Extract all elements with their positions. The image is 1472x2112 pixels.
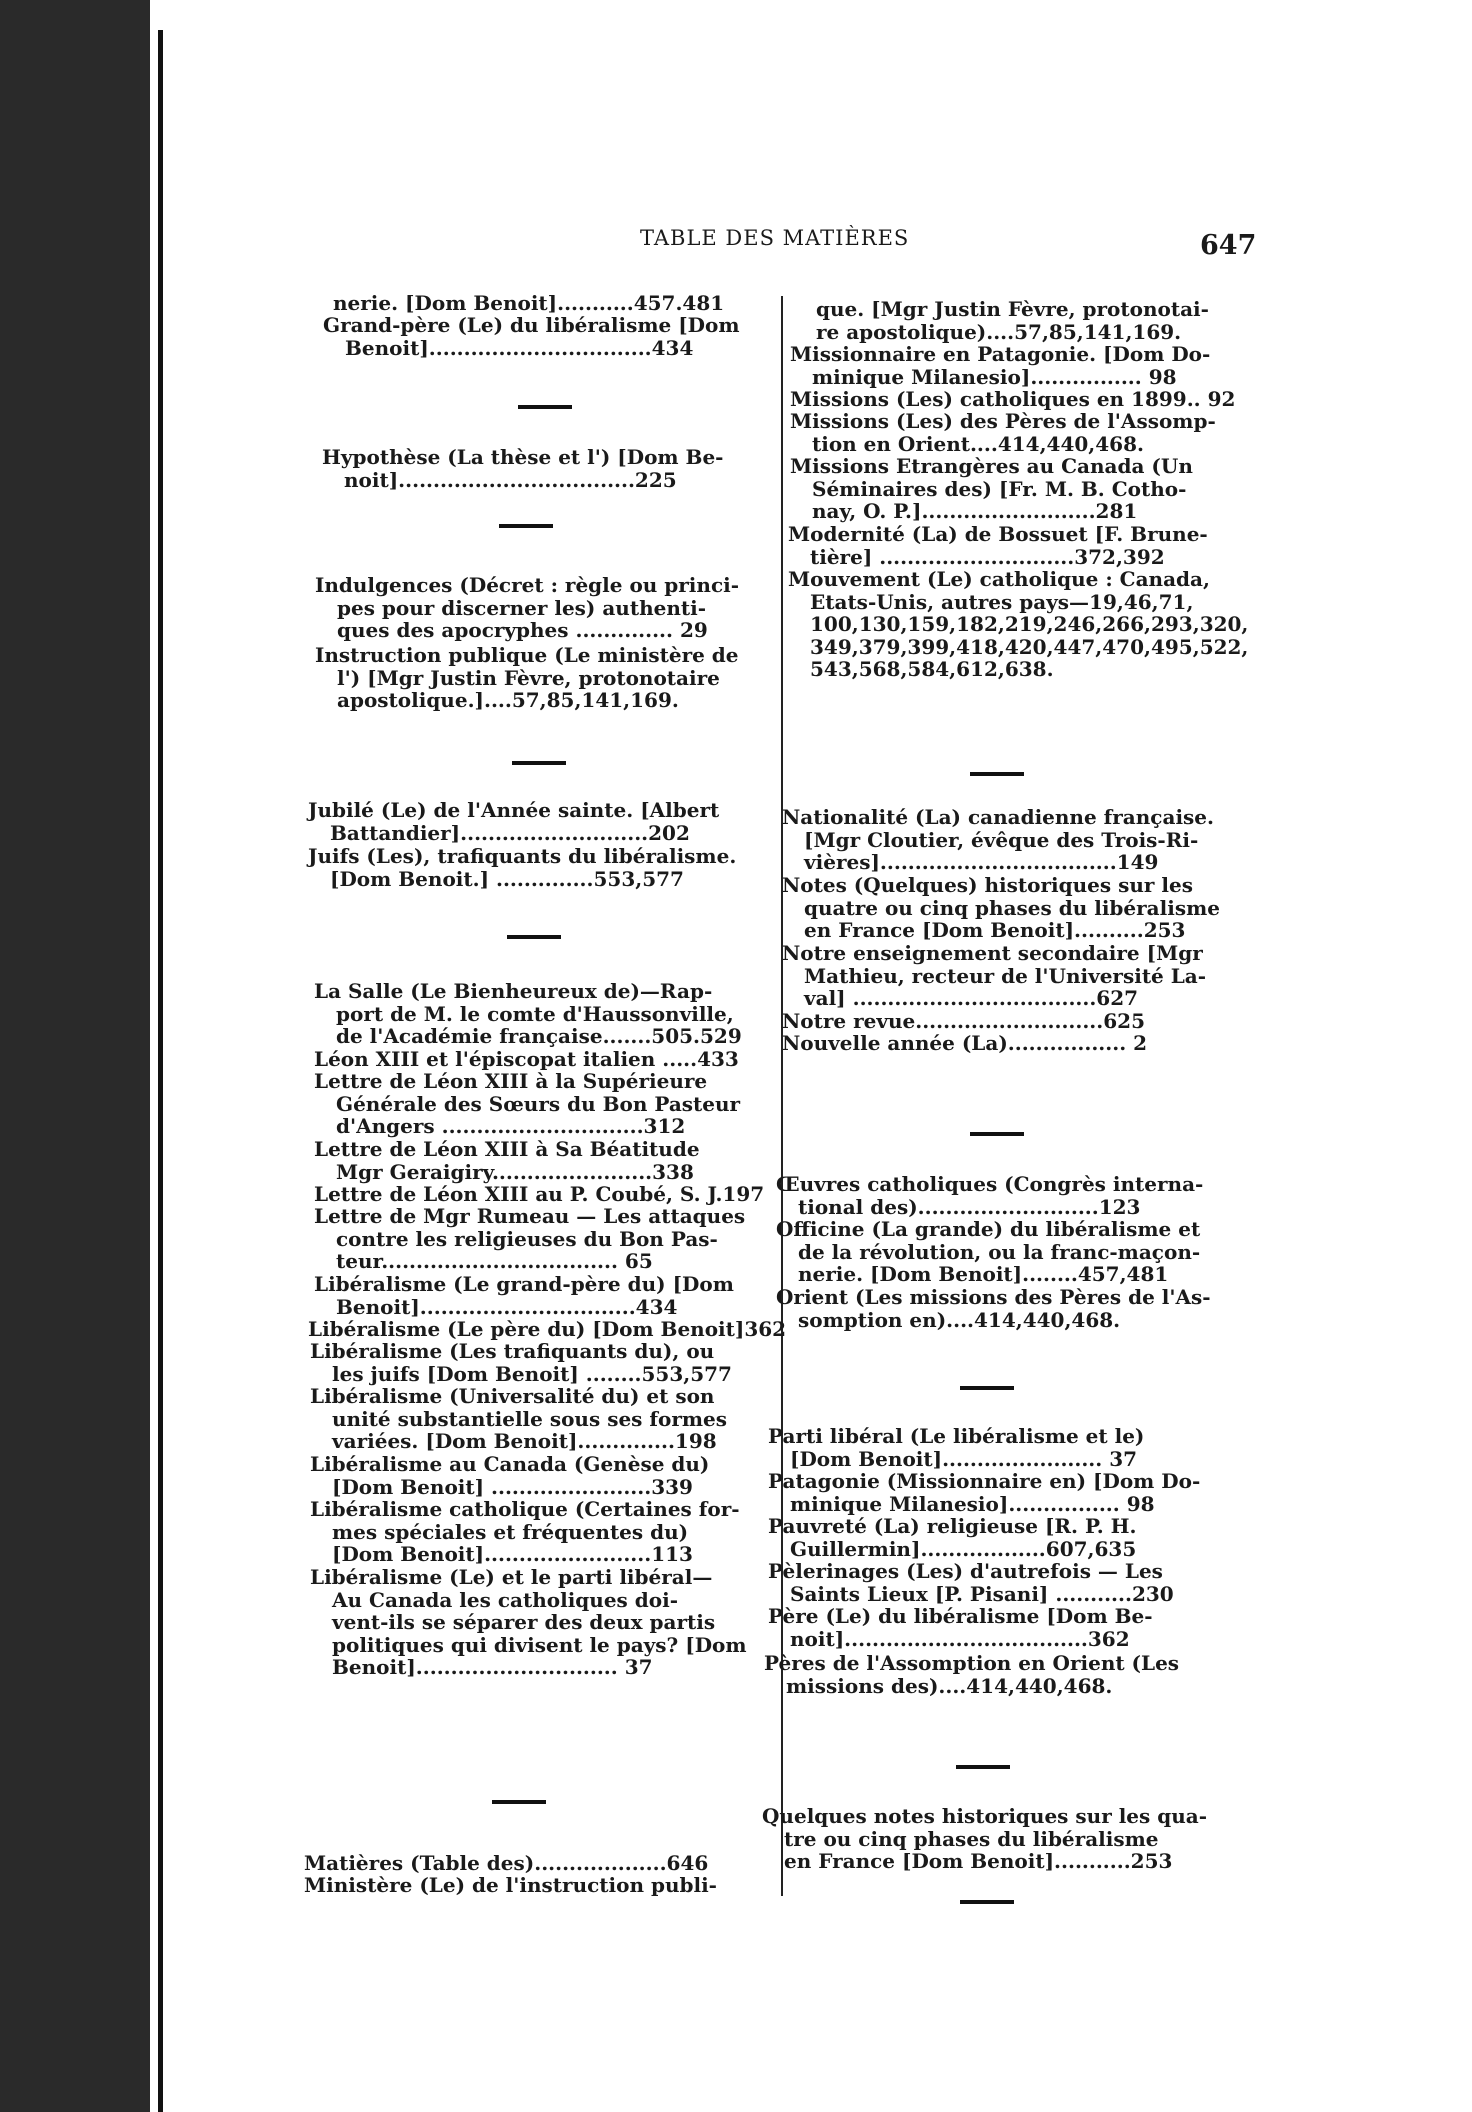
entry-line: noit]..................................225 <box>344 467 677 492</box>
index-entry <box>308 845 736 890</box>
entry-line: les juifs [Dom Benoit] ........553,577 <box>332 1361 732 1386</box>
index-entry <box>782 942 1206 1010</box>
entry-line: politiques qui divisent le pays? [Dom <box>332 1632 747 1657</box>
entry-line: nay, O. P.].........................281 <box>812 499 1138 523</box>
entry-line: Guillermin]..................607,635 <box>790 1536 1137 1561</box>
entry-line: [Dom Benoit] .......................339 <box>332 1474 693 1499</box>
section-separator <box>970 772 1024 776</box>
entry-line: port de M. le comte d'Haussonville, <box>336 1001 734 1026</box>
entry-line: Générale des Sœurs du Bon Pasteur <box>336 1091 741 1116</box>
entry-line: nerie. [Dom Benoit]...........457.481 <box>333 291 725 315</box>
entry-line: l') [Mgr Justin Fèvre, protonotaire <box>337 665 720 690</box>
entry-line: Libéralisme au Canada (Genèse du) <box>310 1452 710 1476</box>
entry-line: [Dom Benoit]........................113 <box>332 1542 693 1566</box>
index-entry <box>314 1183 764 1206</box>
entry-line: Battandier]...........................202 <box>330 820 690 845</box>
index-entry <box>310 1340 732 1385</box>
index-entry <box>762 1805 1207 1873</box>
entry-line: 100,130,159,182,219,246,266,293,320, <box>810 612 1249 636</box>
index-entry <box>310 1498 740 1566</box>
section-separator <box>499 524 553 528</box>
entry-line: Libéralisme (Le grand-père du) [Dom <box>314 1272 734 1296</box>
running-header-title: TABLE DES MATIÈRES <box>640 226 910 250</box>
entry-line: Lettre de Léon XIII à la Supérieure <box>314 1069 708 1093</box>
index-entry <box>764 1652 1179 1697</box>
entry-line: Libéralisme catholique (Certaines for- <box>310 1497 740 1521</box>
entry-line: Œuvres catholiques (Congrès interna- <box>776 1172 1204 1196</box>
entry-line: Missions (Les) catholiques en 1899.. 92 <box>790 387 1236 411</box>
entry-line: Nouvelle année (La)................. 2 <box>782 1031 1148 1055</box>
index-entry <box>788 523 1208 568</box>
index-entry <box>314 1138 700 1183</box>
entry-line: Instruction publique (Le ministère de <box>315 643 739 667</box>
entry-line: noit]...................................362 <box>790 1626 1130 1651</box>
section-separator <box>507 935 561 939</box>
index-entry <box>782 1032 1147 1055</box>
entry-line: Notre revue...........................625 <box>782 1009 1145 1033</box>
entry-line: [Dom Benoit]....................... 37 <box>790 1446 1138 1471</box>
index-entry <box>304 1852 708 1875</box>
entry-line: tional des)..........................123 <box>798 1194 1141 1219</box>
entry-line: Missions (Les) des Pères de l'Assomp- <box>790 409 1216 433</box>
entry-line: Matières (Table des)...................646 <box>304 1851 709 1875</box>
entry-line: contre les religieuses du Bon Pas- <box>336 1226 718 1251</box>
entry-line: Lettre de Léon XIII au P. Coubé, S. J.197 <box>314 1182 765 1206</box>
index-entry <box>790 455 1193 523</box>
entry-line: Père (Le) du libéralisme [Dom Be- <box>768 1604 1153 1628</box>
entry-line: Mathieu, recteur de l'Université La- <box>804 963 1207 988</box>
index-entry <box>790 343 1210 388</box>
entry-line: Nationalité (La) canadienne française. <box>782 805 1214 829</box>
entry-line: Pères de l'Assomption en Orient (Les <box>764 1651 1180 1675</box>
entry-line: minique Milanesio]................ 98 <box>790 1491 1155 1516</box>
index-entry <box>788 568 1248 681</box>
entry-line: Saints Lieux [P. Pisani] ...........230 <box>790 1581 1174 1606</box>
entry-line: Parti libéral (Le libéralisme et le) <box>768 1424 1145 1448</box>
entry-line: en France [Dom Benoit]...........253 <box>784 1849 1173 1873</box>
index-entry <box>315 644 739 712</box>
entry-line: mes spéciales et fréquentes du) <box>332 1519 689 1544</box>
section-separator <box>512 761 566 765</box>
entry-line: Au Canada les catholiques doi- <box>332 1587 678 1612</box>
entry-line: Grand-père (Le) du libéralisme [Dom <box>323 313 740 337</box>
index-entry <box>310 1453 709 1498</box>
section-separator <box>956 1765 1010 1769</box>
index-entry <box>310 1385 727 1453</box>
index-entry <box>314 1070 740 1138</box>
index-entry <box>323 314 740 359</box>
book-gutter-shadow <box>0 0 150 2112</box>
index-entry <box>768 1605 1153 1650</box>
entry-line: d'Angers .............................312 <box>336 1114 686 1138</box>
entry-line: minique Milanesio]................ 98 <box>812 364 1177 389</box>
index-entry <box>768 1470 1200 1515</box>
section-separator <box>960 1900 1014 1904</box>
entry-line: Pèlerinages (Les) d'autrefois — Les <box>768 1559 1163 1583</box>
entry-line: Libéralisme (Les trafiquants du), ou <box>310 1339 715 1363</box>
entry-line: Hypothèse (La thèse et l') [Dom Be- <box>322 445 724 469</box>
entry-line: vières]..................................149 <box>804 850 1159 874</box>
entry-line: Notes (Quelques) historiques sur les <box>782 873 1193 897</box>
entry-line: Libéralisme (Le) et le parti libéral— <box>310 1565 713 1589</box>
entry-line: La Salle (Le Bienheureux de)—Rap- <box>314 979 713 1003</box>
index-entry <box>308 799 719 844</box>
entry-line: vent-ils se séparer des deux partis <box>332 1610 716 1634</box>
entry-line: variées. [Dom Benoit]..............198 <box>332 1429 717 1453</box>
entry-line: Benoit]................................434 <box>345 335 694 360</box>
entry-line: Officine (La grande) du libéralisme et <box>776 1217 1201 1241</box>
entry-line: tion en Orient....414,440,468. <box>812 431 1144 456</box>
entry-line: Benoit]............................. 37 <box>332 1655 653 1679</box>
section-separator <box>970 1132 1024 1136</box>
entry-line: unité substantielle sous ses formes <box>332 1406 728 1431</box>
entry-line: Indulgences (Décret : règle ou princi- <box>315 573 740 597</box>
entry-line: Lettre de Mgr Rumeau — Les attaques <box>314 1204 746 1228</box>
index-entry <box>311 292 724 315</box>
entry-line: ques des apocryphes .............. 29 <box>337 618 708 642</box>
entry-line: Juifs (Les), trafiquants du libéralisme. <box>308 844 737 868</box>
entry-line: Benoit]...............................434 <box>336 1294 678 1319</box>
entry-line: re apostolique)....57,85,141,169. <box>816 319 1182 344</box>
entry-line: 543,568,584,612,638. <box>810 657 1054 681</box>
entry-line: 349,379,399,418,420,447,470,495,522, <box>810 634 1249 659</box>
entry-line: Mgr Geraigiry.......................338 <box>336 1159 694 1184</box>
entry-line: [Mgr Cloutier, évêque des Trois-Ri- <box>804 827 1199 852</box>
entry-line: de l'Académie française.......505.529 <box>336 1024 742 1048</box>
section-separator <box>960 1386 1014 1390</box>
index-entry <box>768 1515 1137 1560</box>
entry-line: nerie. [Dom Benoit]........457,481 <box>798 1262 1169 1286</box>
entry-line: en France [Dom Benoit]..........253 <box>804 918 1186 942</box>
page-number: 647 <box>1200 230 1257 261</box>
index-entry <box>776 1286 1211 1331</box>
index-entry <box>768 1560 1174 1605</box>
entry-line: Quelques notes historiques sur les qua- <box>762 1804 1208 1828</box>
index-entry <box>794 298 1209 343</box>
entry-line: apostolique.]....57,85,141,169. <box>337 688 679 712</box>
entry-line: teur.................................. 65 <box>336 1249 653 1273</box>
entry-line: Patagonie (Missionnaire en) [Dom Do- <box>768 1469 1201 1493</box>
entry-line: tière] ............................372,392 <box>810 544 1165 569</box>
entry-line: Séminaires des) [Fr. M. B. Cotho- <box>812 476 1187 501</box>
entry-line: Orient (Les missions des Pères de l'As- <box>776 1285 1211 1309</box>
entry-line: somption en)....414,440,468. <box>798 1307 1121 1332</box>
entry-line: tre ou cinq phases du libéralisme <box>784 1826 1159 1851</box>
entry-line: de la révolution, ou la franc-maçon- <box>798 1239 1201 1264</box>
entry-line: [Dom Benoit.] ..............553,577 <box>330 866 684 891</box>
index-entry <box>314 980 742 1048</box>
index-entry <box>315 574 739 642</box>
index-entry <box>776 1218 1200 1286</box>
index-entry <box>790 388 1235 411</box>
entry-line: Lettre de Léon XIII à Sa Béatitude <box>314 1137 700 1161</box>
index-entry <box>782 806 1214 874</box>
entry-line: Ministère (Le) de l'instruction publi- <box>304 1873 717 1897</box>
index-entry <box>768 1425 1144 1470</box>
index-entry <box>314 1273 734 1318</box>
index-entry <box>782 1010 1145 1033</box>
entry-line: Notre enseignement secondaire [Mgr <box>782 941 1203 965</box>
index-entry <box>314 1205 745 1273</box>
index-entry <box>314 1048 739 1071</box>
index-entry <box>322 446 723 491</box>
entry-line: Missionnaire en Patagonie. [Dom Do- <box>790 342 1211 366</box>
index-entry <box>310 1566 747 1679</box>
index-entry <box>790 410 1216 455</box>
section-separator <box>518 405 572 409</box>
entry-line: Jubilé (Le) de l'Année sainte. [Albert <box>308 798 720 822</box>
index-entry <box>304 1874 717 1897</box>
index-entry <box>782 874 1220 942</box>
entry-line: Léon XIII et l'épiscopat italien .....433 <box>314 1047 739 1071</box>
entry-line: val] ...................................627 <box>804 986 1139 1010</box>
entry-line: Modernité (La) de Bossuet [F. Brune- <box>788 522 1208 546</box>
entry-line: Libéralisme (Universalité du) et son <box>310 1384 715 1408</box>
entry-line: Etats-Unis, autres pays—19,46,71, <box>810 589 1194 614</box>
entry-line: missions des)....414,440,468. <box>786 1673 1113 1698</box>
entry-line: Libéralisme (Le père du) [Dom Benoit]362 <box>308 1317 787 1341</box>
index-entry <box>308 1318 786 1341</box>
page-edge-line <box>158 30 163 2112</box>
entry-line: Pauvreté (La) religieuse [R. P. H. <box>768 1514 1137 1538</box>
entry-line: que. [Mgr Justin Fèvre, protonotai- <box>816 297 1209 321</box>
index-entry <box>776 1173 1203 1218</box>
entry-line: quatre ou cinq phases du libéralisme <box>804 895 1220 920</box>
section-separator <box>492 1800 546 1804</box>
entry-line: Missions Etrangères au Canada (Un <box>790 454 1193 478</box>
entry-line: Mouvement (Le) catholique : Canada, <box>788 567 1210 591</box>
entry-line: pes pour discerner les) authenti- <box>337 595 707 620</box>
